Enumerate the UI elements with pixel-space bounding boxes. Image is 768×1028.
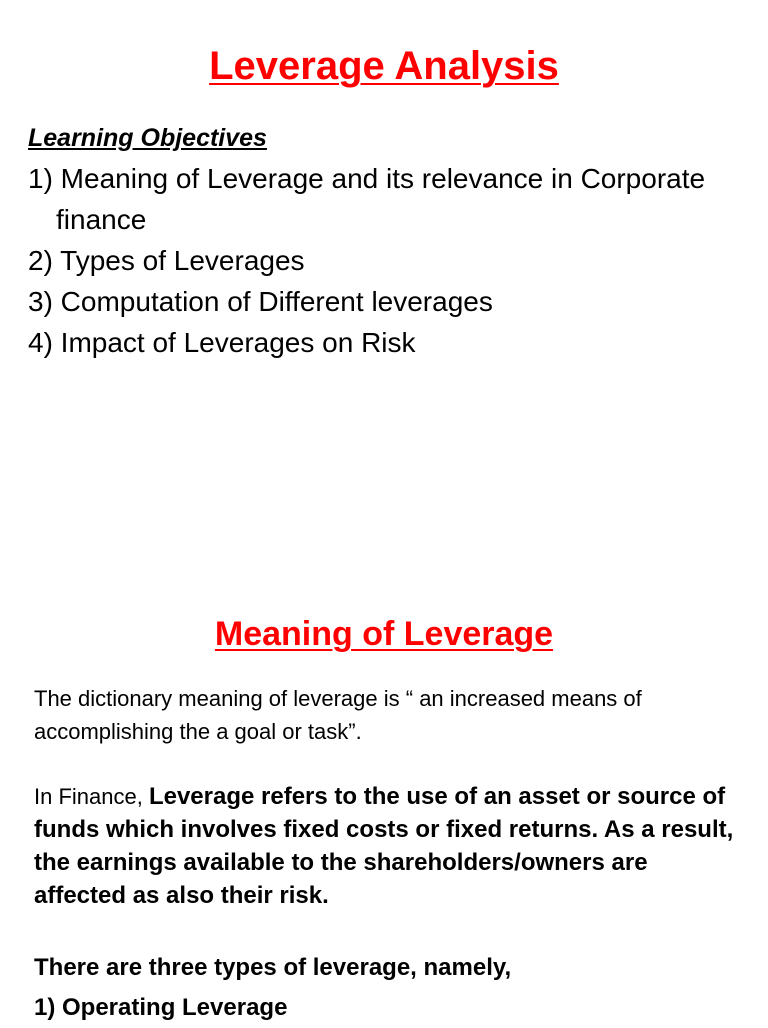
finance-prefix: In Finance, — [34, 784, 149, 809]
slide-title: Leverage Analysis — [209, 44, 559, 88]
types-intro: There are three types of leverage, namely, — [34, 954, 512, 981]
objective-item: 4) Impact of Leverages on Risk — [28, 327, 416, 358]
learning-objectives — [28, 118, 748, 363]
type-item: 1) Operating Leverage — [34, 994, 288, 1021]
objective-item: 1) Meaning of Leverage and its relevance in Corporate finance — [28, 163, 706, 235]
slide-meaning-of-leverage — [0, 512, 768, 1024]
objectives-heading: Learning Objectives — [28, 124, 267, 152]
slide-leverage-analysis — [0, 0, 768, 512]
finance-definition — [34, 780, 734, 912]
dictionary-definition: The dictionary meaning of leverage is “ an increased means of accomplishing the a goal or task”. — [34, 686, 642, 744]
leverage-types — [34, 948, 734, 1028]
slide-title: Meaning of Leverage — [214, 615, 554, 653]
finance-text: Leverage refers to the use of an asset or source of funds which involves fixed costs or fixed returns. As a result, the earnings available to the shareholders/owners are affected as also their risk. — [34, 783, 734, 909]
objectives-list — [28, 158, 748, 363]
objective-item: 2) Types of Leverages — [28, 245, 305, 276]
objective-item: 3) Computation of Different leverages — [28, 286, 493, 317]
